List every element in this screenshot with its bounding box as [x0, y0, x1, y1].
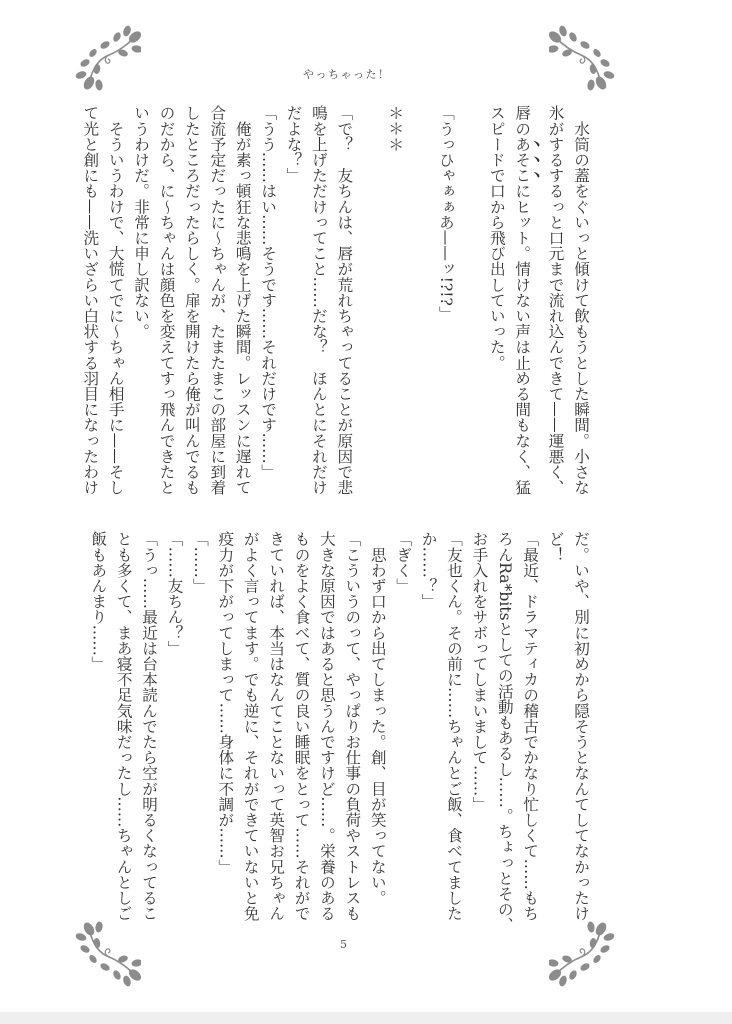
text-line: 水筒の蓋をぐいっと傾けて飲もうとした瞬間。小さな: [572, 105, 590, 495]
text-line: ものをよく食べて、質の良い睡眠をとって……それがで: [292, 531, 311, 921]
blank-line: [458, 105, 483, 485]
text-line: のだから、に～ちゃんは顔色を変えてすっ飛んできたと: [157, 105, 176, 495]
text-line: 「友也くん。その前に……ちゃんとご飯、食べてました: [444, 531, 463, 921]
text-line: [509, 105, 542, 496]
text-line: きていれば、本当はなんてことないって英智お兄ちゃん: [267, 531, 286, 921]
text-line: だ。いや、別に初めから隠そうとなんてしてなかったけ: [572, 531, 590, 921]
text-line: いうわけだ。非常に申し訳ない。: [132, 105, 151, 339]
leaf-corner-ornament-bottom-left-icon: [75, 921, 141, 989]
page-number: 5: [340, 938, 347, 951]
text-line: 飯もあんまり……」: [89, 531, 108, 672]
text-line: 思わず口から出てしまった。創、目が笑ってない。: [368, 531, 387, 906]
text-line: 「こういうのって、やっぱりお仕事の負荷やストレスも: [343, 531, 362, 921]
text-line: 氷がするするっと口元まで流れ込んできて——運悪く、: [546, 105, 565, 495]
text-line: ろんRa*bitsとしての活動もあるし……。ちょっとその、: [495, 531, 514, 933]
dialogue-line: 「うっひゃぁぁあ——ッ!?!?」: [436, 105, 455, 322]
text-line: したところだったらしく。扉を開けたら俺が叫んでるも: [182, 105, 201, 495]
text-line: 「で？ 友ちんは、唇が荒れちゃってることが原因で悲: [335, 105, 354, 495]
text-line: 「うっ……最近は台本読んでたら空が明るくなってるこ: [140, 531, 159, 921]
text-line: そういうわけで、大慌てでに～ちゃん相手に——そし: [106, 105, 125, 495]
text-line: 「ぎく」: [394, 531, 413, 594]
text-line: がよく言ってます。でも逆に、それができていないと免: [241, 531, 260, 921]
running-title: やっちゃった！: [303, 68, 391, 81]
text-line: お手入れをサボってしまいまして……」: [470, 531, 489, 812]
blank-line: [407, 105, 432, 485]
scene-break: ＊＊＊: [386, 105, 405, 152]
text-line: 疫力が下がってしまって……身体に不調が……」: [216, 531, 235, 875]
text-line: 「うう……はい……そうです……それだけです……」: [259, 105, 278, 480]
leaf-corner-ornament-top-left-icon: [75, 23, 141, 91]
text-segment: にヒット。情けない声は止める間もなく、猛: [513, 183, 532, 496]
blank-line: [356, 105, 381, 485]
emphasized-text: あそこ: [513, 136, 532, 184]
text-line: だよな？」: [284, 105, 303, 183]
text-line: 「……」: [190, 531, 209, 594]
text-line: 「最近、ドラマティカの稽古でかなり忙しくて……もち: [521, 531, 540, 921]
text-line: 「……友ちん？」: [165, 531, 184, 656]
upper-text-block: [81, 105, 593, 496]
leaf-corner-ornament-bottom-right-icon: [549, 921, 615, 989]
text-segment: 唇の: [513, 105, 532, 137]
text-line: スピードで口から飛び出していった。: [487, 105, 506, 371]
text-line: か……？」: [419, 531, 438, 609]
text-line: とも多くて、まあ寝不足気味だったし……ちゃんとしご: [114, 531, 133, 921]
text-line: ど！: [546, 531, 565, 563]
text-line: 俺が素っ頓狂な悲鳴を上げた瞬間。レッスンに遅れて: [233, 105, 252, 495]
text-line: 鳴を上げただけってこと……だな？ ほんとにそれだけ: [309, 105, 328, 495]
lower-text-block: [85, 531, 593, 933]
text-line: て光と創にも——洗いざらい白状する羽目になったわけ: [81, 105, 100, 495]
leaf-corner-ornament-top-right-icon: [549, 23, 615, 91]
text-line: 大きな原因ではあると思うんですけど……。栄養のある: [317, 531, 336, 921]
text-line: 合流予定だったに～ちゃんが、たまたまこの部屋に到着: [208, 105, 227, 495]
page-bottom-edge: [0, 1012, 732, 1024]
